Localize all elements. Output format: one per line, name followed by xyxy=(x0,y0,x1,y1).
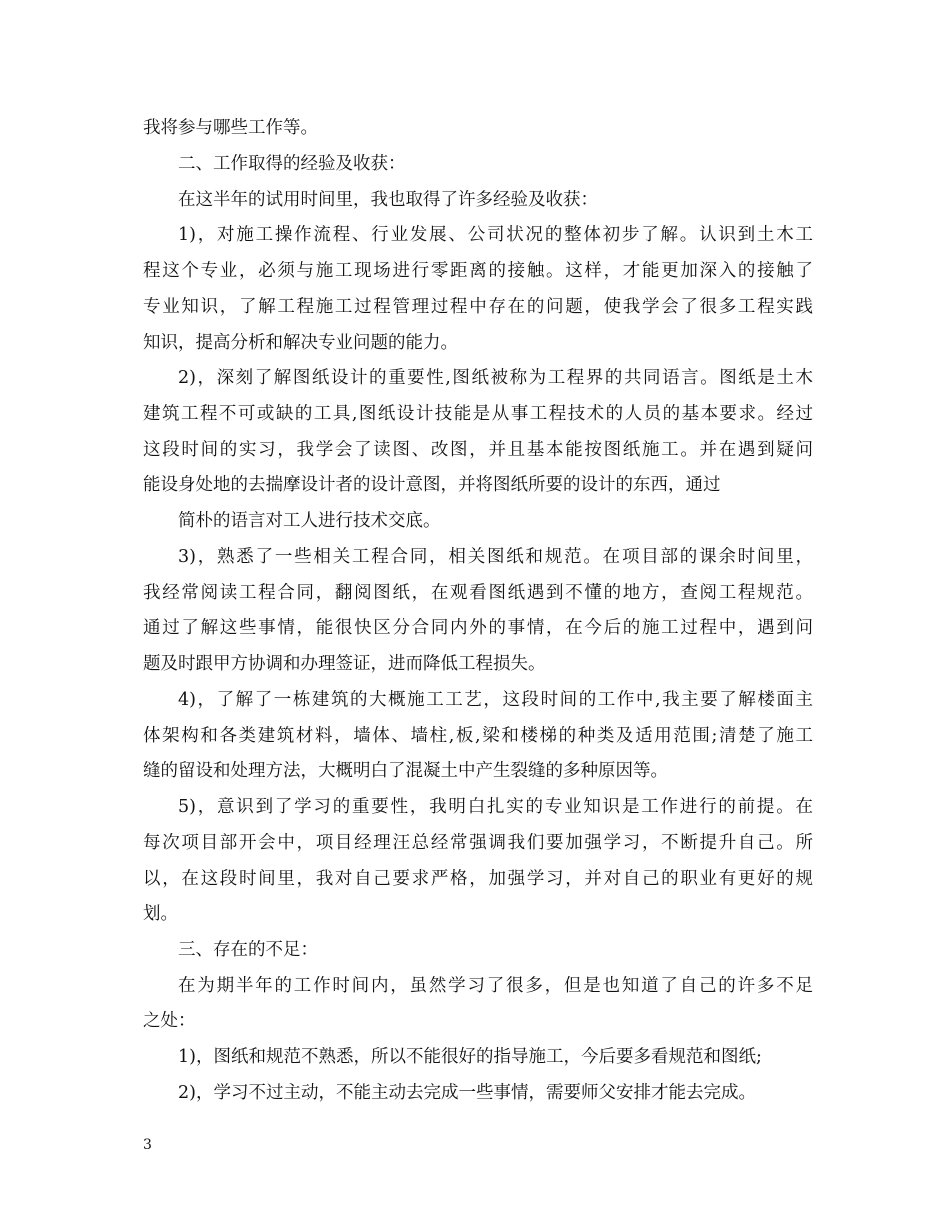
text-line: 专业知识，了解工程施工过程管理过程中存在的问题，使我学会了很多工程实践 xyxy=(143,297,813,317)
text-line: 程这个专业，必须与施工现场进行零距离的接触。这样，才能更加深入的接触了 xyxy=(143,261,813,281)
text-line: 4)，了解了一栋建筑的大概施工工艺，这段时间的工作中,我主要了解楼面主 xyxy=(178,690,813,710)
text-line: 缝的留设和处理方法，大概明白了混凝土中产生裂缝的多种原因等。 xyxy=(143,761,668,781)
text-line: 2)，深刻了解图纸设计的重要性,图纸被称为工程界的共同语言。图纸是土木 xyxy=(178,368,813,388)
text-line: 每次项目部开会中，项目经理汪总经常强调我们要加强学习，不断提升自己。所 xyxy=(143,833,813,853)
section-heading: 三、存在的不足： xyxy=(178,940,318,960)
text-line: 能设身处地的去揣摩设计者的设计意图，并将图纸所要的设计的东西，通过 xyxy=(143,475,721,495)
text-line: 之处： xyxy=(143,1011,196,1031)
text-line: 5)，意识到了学习的重要性，我明白扎实的专业知识是工作进行的前提。在 xyxy=(178,797,813,817)
text-line: 1)，对施工操作流程、行业发展、公司状况的整体初步了解。认识到土木工 xyxy=(178,225,813,245)
section-heading: 二、工作取得的经验及收获： xyxy=(178,154,406,174)
text-line: 在为期半年的工作时间内，虽然学习了很多，但是也知道了自己的许多不足 xyxy=(178,976,813,996)
text-line: 划。 xyxy=(143,904,178,924)
text-line: 1)，图纸和规范不熟悉，所以不能很好的指导施工，今后要多看规范和图纸; xyxy=(178,1047,762,1067)
text-line: 这段时间的实习，我学会了读图、改图，并且基本能按图纸施工。并在遇到疑问 xyxy=(143,440,813,460)
text-line: 体架构和各类建筑材料，墙体、墙柱,板,梁和楼梯的种类及适用范围;清楚了施工 xyxy=(143,726,813,746)
text-line: 建筑工程不可或缺的工具,图纸设计技能是从事工程技术的人员的基本要求。经过 xyxy=(143,404,813,424)
text-line: 题及时跟甲方协调和办理签证，进而降低工程损失。 xyxy=(143,654,546,674)
text-line: 2)，学习不过主动，不能主动去完成一些事情，需要师父安排才能去完成。 xyxy=(178,1083,756,1103)
text-line: 通过了解这些事情，能很快区分合同内外的事情，在今后的施工过程中，遇到问 xyxy=(143,618,813,638)
text-line: 在这半年的试用时间里，我也取得了许多经验及收获： xyxy=(178,190,598,210)
text-line: 我将参与哪些工作等。 xyxy=(143,118,318,138)
page-number: 3 xyxy=(143,1137,152,1153)
text-line: 知识，提高分析和解决专业问题的能力。 xyxy=(143,333,458,353)
text-line: 我经常阅读工程合同，翻阅图纸，在观看图纸遇到不懂的地方，查阅工程规范。 xyxy=(143,583,813,603)
text-line: 以，在这段时间里，我对自己要求严格，加强学习，并对自己的职业有更好的规 xyxy=(143,869,813,889)
text-line: 简朴的语言对工人进行技术交底。 xyxy=(178,511,441,531)
text-line: 3)，熟悉了一些相关工程合同，相关图纸和规范。在项目部的课余时间里， xyxy=(178,547,813,567)
